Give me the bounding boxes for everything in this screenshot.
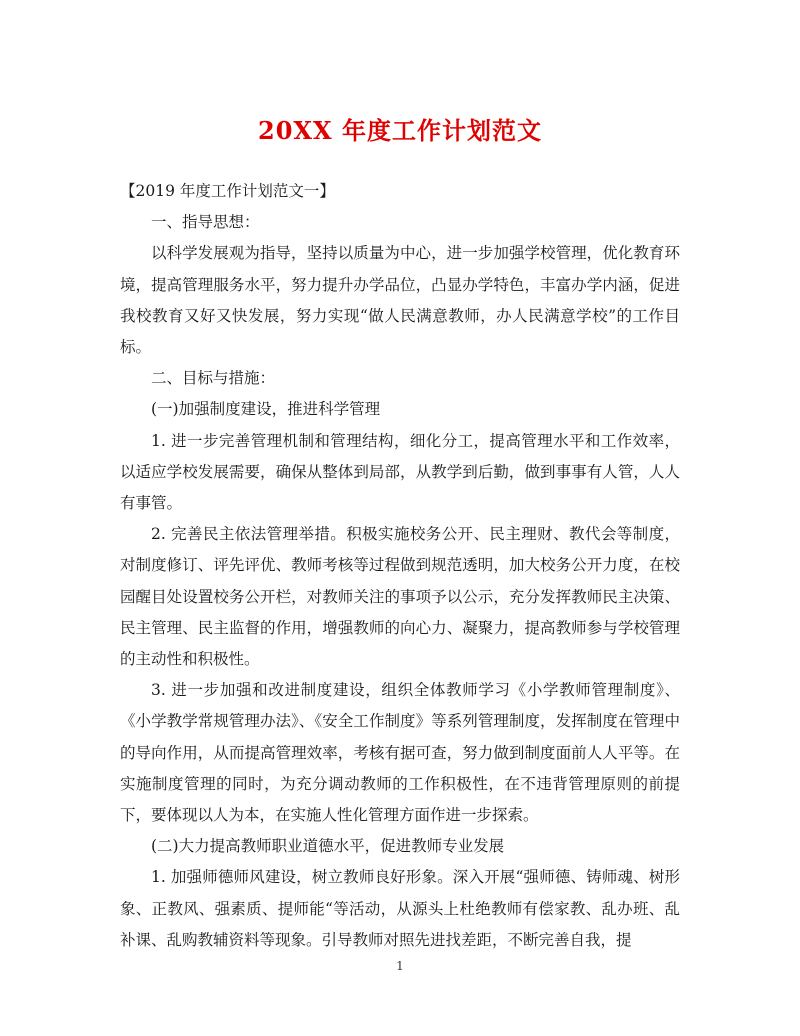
paragraph: 1. 加强师德师风建设，树立教师良好形象。深入开展“强师德、铸师魂、树形象、正教风、强素质、提师能“等活动，从源头上杜绝教师有偿家教、乱办班、乱补课、乱购教辅资料等现象。引导教师对照先进找差距，不断完善自我，提 xyxy=(120,868,680,949)
section-heading: 【2019 年度工作计划范文一】 xyxy=(120,182,335,200)
paragraph: 以科学发展观为指导，坚持以质量为中心，进一步加强学校管理，优化教育环境，提高管理服务水平，努力提升办学品位，凸显办学特色，丰富办学内涵，促进我校教育又好又快发展，努力实现“做人民满意教师，办人民满意学校”的工作目标。 xyxy=(120,244,680,357)
page-number: 1 xyxy=(396,959,404,973)
paragraph: 1. 进一步完善管理机制和管理结构，细化分工，提高管理水平和工作效率，以适应学校发展需要，确保从整体到局部，从教学到后勤，做到事事有人管，人人有事管。 xyxy=(120,431,680,513)
document-title: 20XX 年度工作计划范文 xyxy=(258,116,542,145)
paragraph: (一)加强制度建设，推进科学管理 xyxy=(151,400,381,419)
paragraph: 一、指导思想： xyxy=(151,213,260,232)
paragraph: (二)大力提高教师职业道德水平，促进教师专业发展 xyxy=(151,837,505,856)
document-body xyxy=(120,176,680,956)
paragraph: 2. 完善民主依法管理举措。积极实施校务公开、民主理财、教代会等制度，对制度修订、评先评优、教师考核等过程做到规范透明，加大校务公开力度，在校园醒目处设置校务公开栏，对教师关注的事项予以公示，充分发挥教师民主决策、民主管理、民主监督的作用，增强教师的向心力、凝聚力，提高教师参与学校管理的主动性和积极性。 xyxy=(120,525,680,669)
paragraph: 二、目标与措施： xyxy=(151,369,276,388)
paragraph: 3. 进一步加强和改进制度建设，组织全体教师学习《小学教师管理制度》、《小学教学常规管理办法》、《安全工作制度》等系列管理制度，发挥制度在管理中的导向作用，从而提高管理效率，考核有据可查，努力做到制度面前人人平等。在实施制度管理的同时，为充分调动教师的工作积极性，在不违背管理原则的前提下，要体现以人为本，在实施人性化管理方面作进一步探索。 xyxy=(120,681,680,825)
